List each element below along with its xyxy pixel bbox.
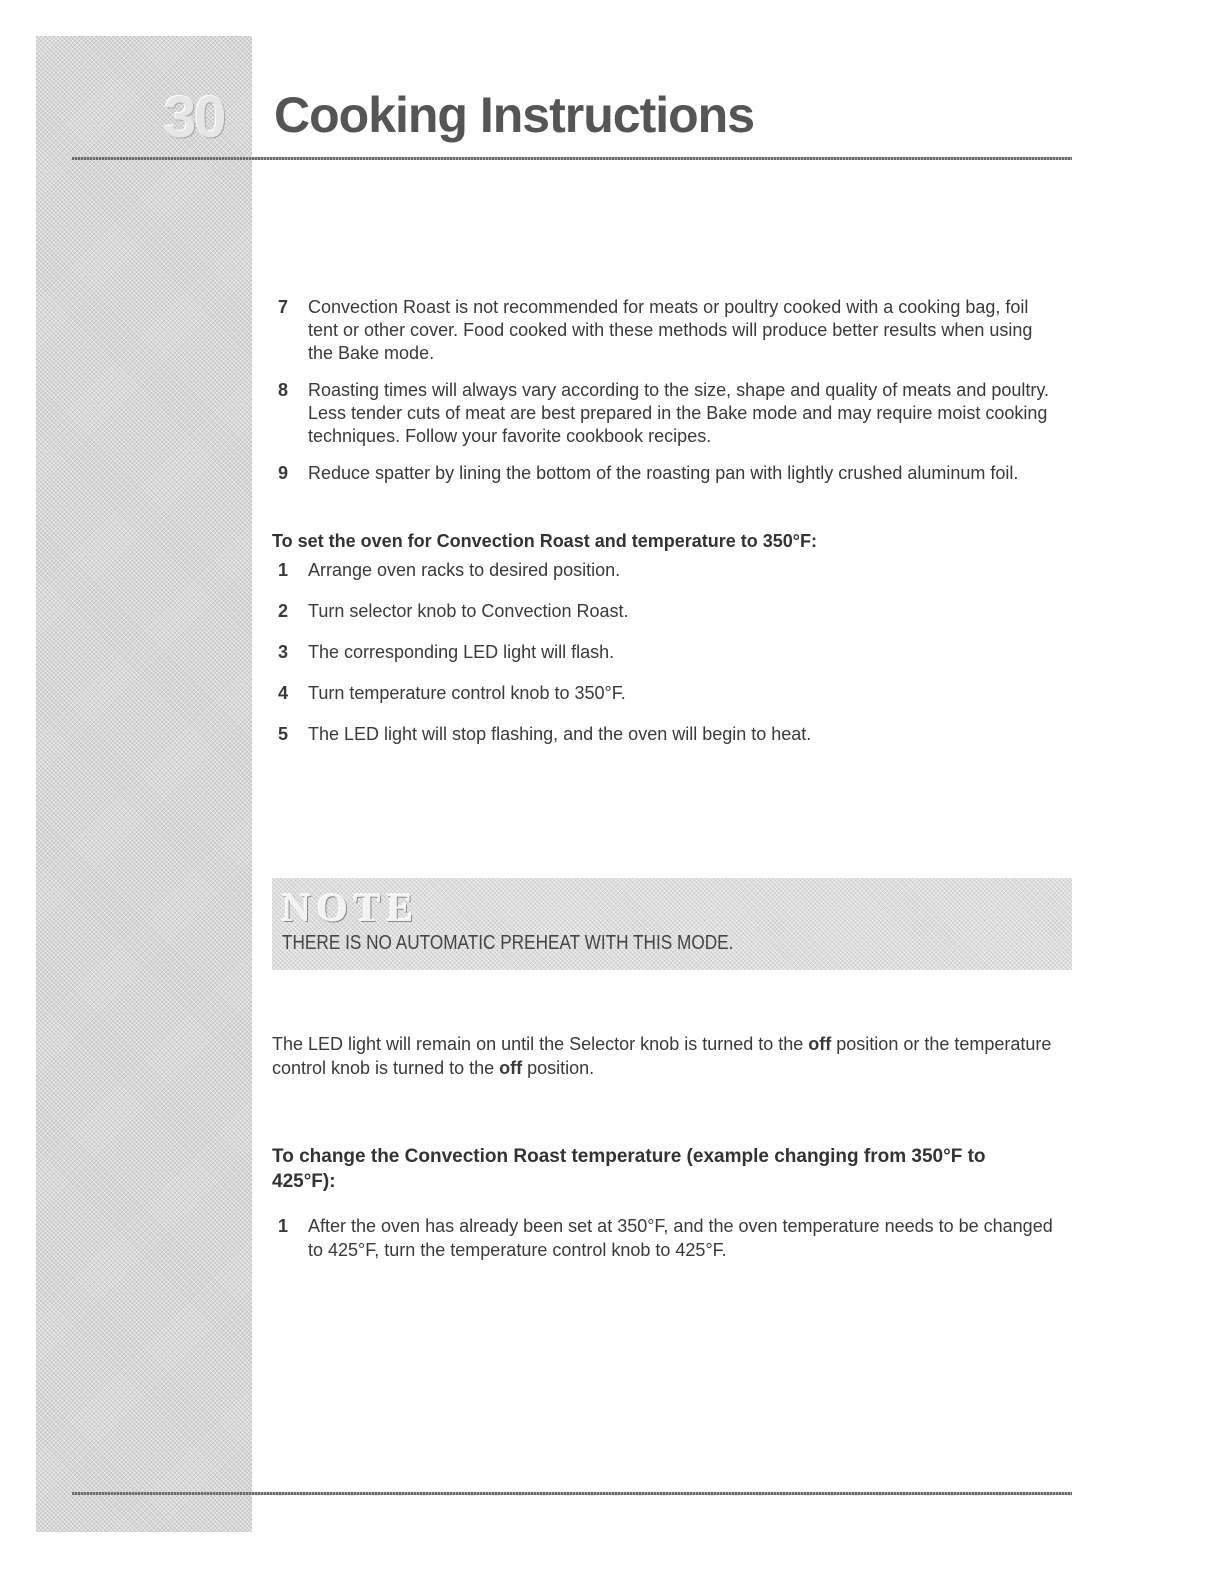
step-text: The LED light will stop flashing, and the oven will begin to heat. (308, 724, 812, 744)
step-item (272, 600, 1052, 623)
tip-number: 7 (278, 297, 289, 317)
footer-rule (72, 1492, 1072, 1495)
main-content (272, 296, 1052, 764)
tip-item (272, 296, 1052, 365)
off-keyword: off (499, 1058, 523, 1078)
step-item (272, 559, 1052, 582)
led-text-part: position. (522, 1058, 595, 1078)
tip-text: Roasting times will always vary according to the size, shape and quality of meats and poultry. Less tender cuts of meat are best prepared in the Bake mode and may require moist cooking techniques. Follow your favorite cookbook recipes. (308, 380, 1050, 446)
set-section-heading: To set the oven for Convection Roast and temperature to 350°F: (272, 531, 817, 551)
step-number: 2 (278, 601, 289, 621)
page-title: Cooking Instructions (274, 87, 754, 143)
change-step-item (272, 1214, 1062, 1262)
step-text: Turn temperature control knob to 350°F. (308, 683, 626, 703)
led-paragraph (272, 1032, 1062, 1080)
step-number: 1 (278, 560, 289, 580)
off-keyword: off (808, 1034, 832, 1054)
sidebar-band (36, 36, 252, 1532)
step-item (272, 723, 1052, 746)
step-number: 1 (278, 1216, 289, 1236)
step-number: 4 (278, 683, 289, 703)
tip-text: Convection Roast is not recommended for meats or poultry cooked with a cooking bag, foil tent or other cover. Food cooked with these methods will produce better results when using the Bake mode. (308, 297, 1033, 363)
tip-item (272, 379, 1052, 448)
note-text: THERE IS NO AUTOMATIC PREHEAT WITH THIS MODE. (282, 932, 734, 954)
note-title: NOTE (282, 885, 420, 930)
led-text-part: The LED light will remain on until the Selector knob is turned to the (272, 1034, 809, 1054)
page-number: 30 (164, 85, 225, 150)
step-text: The corresponding LED light will flash. (308, 642, 615, 662)
step-number: 3 (278, 642, 289, 662)
set-steps-list (272, 559, 1052, 746)
step-item (272, 641, 1052, 664)
header-rule (72, 157, 1072, 160)
tip-text: Reduce spatter by lining the bottom of the roasting pan with lightly crushed aluminum foil. (308, 463, 1019, 483)
step-item (272, 682, 1052, 705)
tip-number: 8 (278, 380, 289, 400)
step-text: After the oven has already been set at 350°F, and the oven temperature needs to be changed to 425°F, turn the temperature control knob to 425°F. (308, 1216, 1053, 1260)
change-section-heading: To change the Convection Roast temperature (example changing from 350°F to 425°F): (272, 1146, 986, 1192)
led-text-part: position or the temperature control knob is turned to the (272, 1034, 1052, 1078)
step-number: 5 (278, 724, 289, 744)
note-box (272, 878, 1072, 970)
tip-item (272, 462, 1052, 485)
tip-number: 9 (278, 463, 289, 483)
step-text: Turn selector knob to Convection Roast. (308, 601, 629, 621)
step-text: Arrange oven racks to desired position. (308, 560, 621, 580)
